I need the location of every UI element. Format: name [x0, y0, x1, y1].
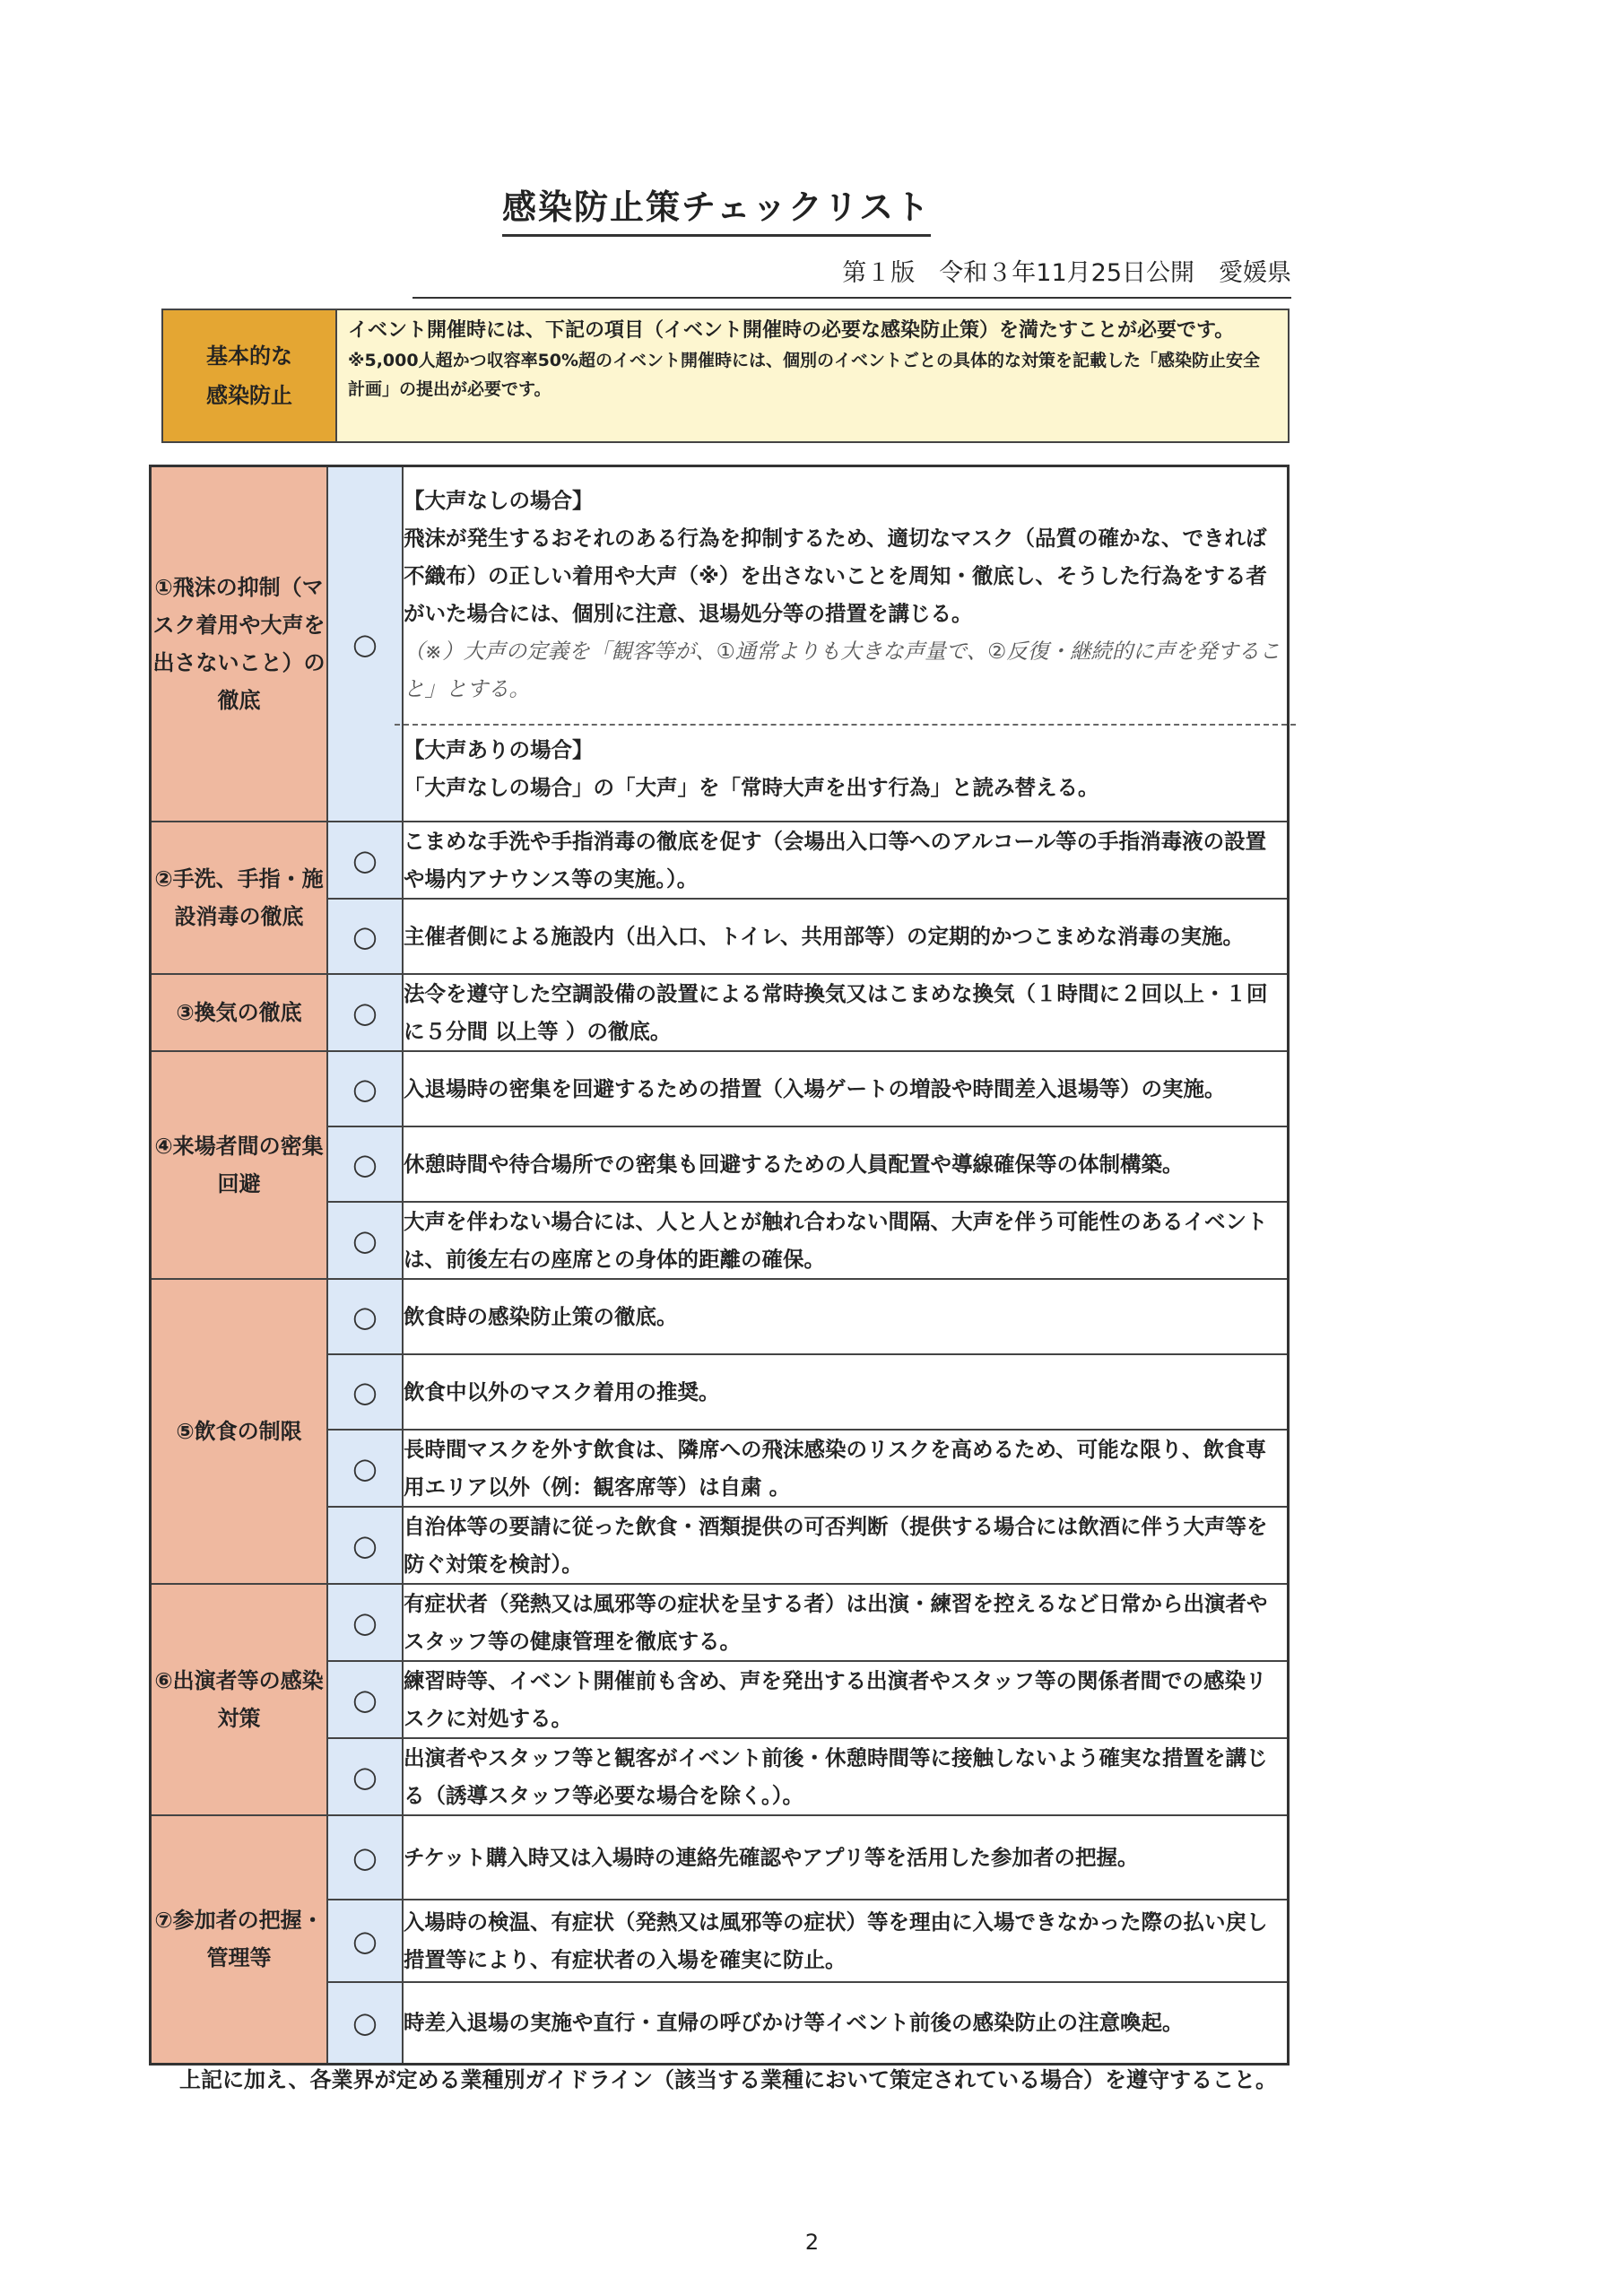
dashed-divider: [395, 724, 1296, 726]
table-row: [151, 1051, 1289, 1126]
checklist-item: 主催者側による施設内（出入口、トイレ、共用部等）の定期的かつこまめな消毒の実施。: [403, 899, 1289, 974]
category-ventilation: ③換気の徹底: [151, 974, 328, 1051]
checklist-item: 大声を伴わない場合には、人と人とが触れ合わない間隔、大声を伴う可能性のあるイベントは、前後左右の座席との身体的距離の確保。: [403, 1202, 1289, 1279]
checklist-item: 法令を遵守した空調設備の設置による常時換気又はこまめな換気（１時間に２回以上・１回に５分間 以上等 ）の徹底。: [403, 974, 1289, 1051]
category-hand-disinfection: ②手洗、手指・施設消毒の徹底: [151, 822, 328, 974]
checklist-item: 自治体等の要請に従った飲食・酒類提供の可否判断（提供する場合には飲酒に伴う大声等を防ぐ対策を検討）。: [403, 1507, 1289, 1584]
checklist-item: 休憩時間や待合場所での密集も回避するための人員配置や導線確保等の体制構築。: [403, 1126, 1289, 1202]
droplet-text-cell: [403, 466, 1289, 822]
check-mark[interactable]: ○: [327, 822, 403, 899]
page-title: 感染防止策チェックリスト: [502, 179, 931, 237]
check-mark[interactable]: ○: [327, 1430, 403, 1507]
loud-voice-heading: 【大声ありの場合】: [404, 736, 594, 762]
no-loud-voice-text: 飛沫が発生するおそれのある行為を抑制するため、適切なマスク（品質の確かな、できれば不織布）の正しい着用や大声（※）を出さないことを周知・徹底し、そうした行為をする者がいた場合には、個別に注意、退場処分等の措置を講じる。: [404, 525, 1267, 626]
basic-prevention-box: [161, 309, 1290, 443]
check-mark[interactable]: ○: [327, 1982, 403, 2065]
check-mark[interactable]: ○: [327, 1202, 403, 1279]
category-performer-measures: ⑥出演者等の感染対策: [151, 1584, 328, 1815]
basic-label-line2: 感染防止: [206, 383, 292, 408]
check-mark[interactable]: ○: [327, 1738, 403, 1815]
check-mark[interactable]: ○: [327, 1126, 403, 1202]
category-eating-restrictions: ⑤飲食の制限: [151, 1279, 328, 1584]
category-crowd-avoidance: ④来場者間の密集回避: [151, 1051, 328, 1279]
basic-prevention-label: [163, 310, 337, 441]
table-row: [151, 822, 1289, 899]
checklist-item: 飲食中以外のマスク着用の推奨。: [403, 1354, 1289, 1430]
basic-prevention-text: [337, 310, 1288, 441]
checklist-item: チケット購入時又は入場時の連絡先確認やアプリ等を活用した参加者の把握。: [403, 1815, 1289, 1900]
checklist-item: 飲食時の感染防止策の徹底。: [403, 1279, 1289, 1354]
check-mark[interactable]: ○: [327, 1900, 403, 1982]
checklist-item: 練習時等、イベント開催前も含め、声を発出する出演者やスタッフ等の関係者間での感染リスクに対処する。: [403, 1661, 1289, 1738]
check-mark[interactable]: ○: [327, 1815, 403, 1900]
check-mark[interactable]: ○: [327, 899, 403, 974]
basic-label-line1: 基本的な: [206, 344, 292, 369]
checklist-item: こまめな手洗や手指消毒の徹底を促す（会場出入口等へのアルコール等の手指消毒液の設置や場内アナウンス等の実施。）。: [403, 822, 1289, 899]
closing-note: 上記に加え、各業界が定める業種別ガイドライン（該当する業種において策定されている場合）を遵守すること。: [179, 2067, 1277, 2092]
category-participant-management: ⑦参加者の把握・管理等: [151, 1815, 328, 2065]
check-mark[interactable]: ○: [327, 1051, 403, 1126]
basic-text-line1: イベント開催時には、下記の項目（イベント開催時の必要な感染防止策）を満たすことが必要です。: [348, 319, 1235, 342]
table-row: [151, 466, 1289, 822]
checklist-table: [149, 465, 1290, 2066]
checklist-item: 有症状者（発熱又は風邪等の症状を呈する者）は出演・練習を控えるなど日常から出演者やスタッフ等の健康管理を徹底する。: [403, 1584, 1289, 1661]
page-number: 2: [804, 2230, 820, 2255]
check-mark[interactable]: ○: [327, 1354, 403, 1430]
table-row: [151, 1584, 1289, 1661]
table-row: [151, 1815, 1289, 1900]
check-mark[interactable]: ○: [327, 1507, 403, 1584]
checklist-item: 入場時の検温、有症状（発熱又は風邪等の症状）等を理由に入場できなかった際の払い戻し措置等により、有症状者の入場を確実に防止。: [403, 1900, 1289, 1982]
check-mark[interactable]: ○: [327, 1279, 403, 1354]
basic-text-line2: ※5,000人超かつ収容率50%超のイベント開催時には、個別のイベントごとの具体的な対策を記載した「感染防止安全計画」の提出が必要です。: [348, 351, 1261, 399]
checklist-item: 時差入退場の実施や直行・直帰の呼びかけ等イベント前後の感染防止の注意喚起。: [403, 1982, 1289, 2065]
checklist-item: 入退場時の密集を回避するための措置（入場ゲートの増設や時間差入退場等）の実施。: [403, 1051, 1289, 1126]
loud-voice-text: 「大声なしの場合」の「大声」を「常時大声を出す行為」と読み替える。: [404, 774, 1099, 800]
loud-voice-definition-note: （※）大声の定義を「観客等が、①通常よりも大きな声量で、②反復・継続的に声を発すること」とする。: [404, 638, 1281, 701]
check-mark[interactable]: ○: [327, 974, 403, 1051]
check-mark[interactable]: ○: [327, 1661, 403, 1738]
table-row: [151, 1279, 1289, 1354]
check-mark[interactable]: ○: [327, 466, 403, 822]
checklist-item: 出演者やスタッフ等と観客がイベント前後・休憩時間等に接触しないよう確実な措置を講じる（誘導スタッフ等必要な場合を除く。）。: [403, 1738, 1289, 1815]
edition-info: 第１版 令和３年11月25日公開 愛媛県: [413, 253, 1291, 299]
category-droplet-suppression: ①飛沫の抑制（マスク着用や大声を出さないこと）の徹底: [151, 466, 328, 822]
check-mark[interactable]: ○: [327, 1584, 403, 1661]
no-loud-voice-heading: 【大声なしの場合】: [404, 487, 594, 513]
table-row: [151, 974, 1289, 1051]
checklist-item: 長時間マスクを外す飲食は、隣席への飛沫感染のリスクを高めるため、可能な限り、飲食専用エリア以外（例：観客席等）は自粛 。: [403, 1430, 1289, 1507]
